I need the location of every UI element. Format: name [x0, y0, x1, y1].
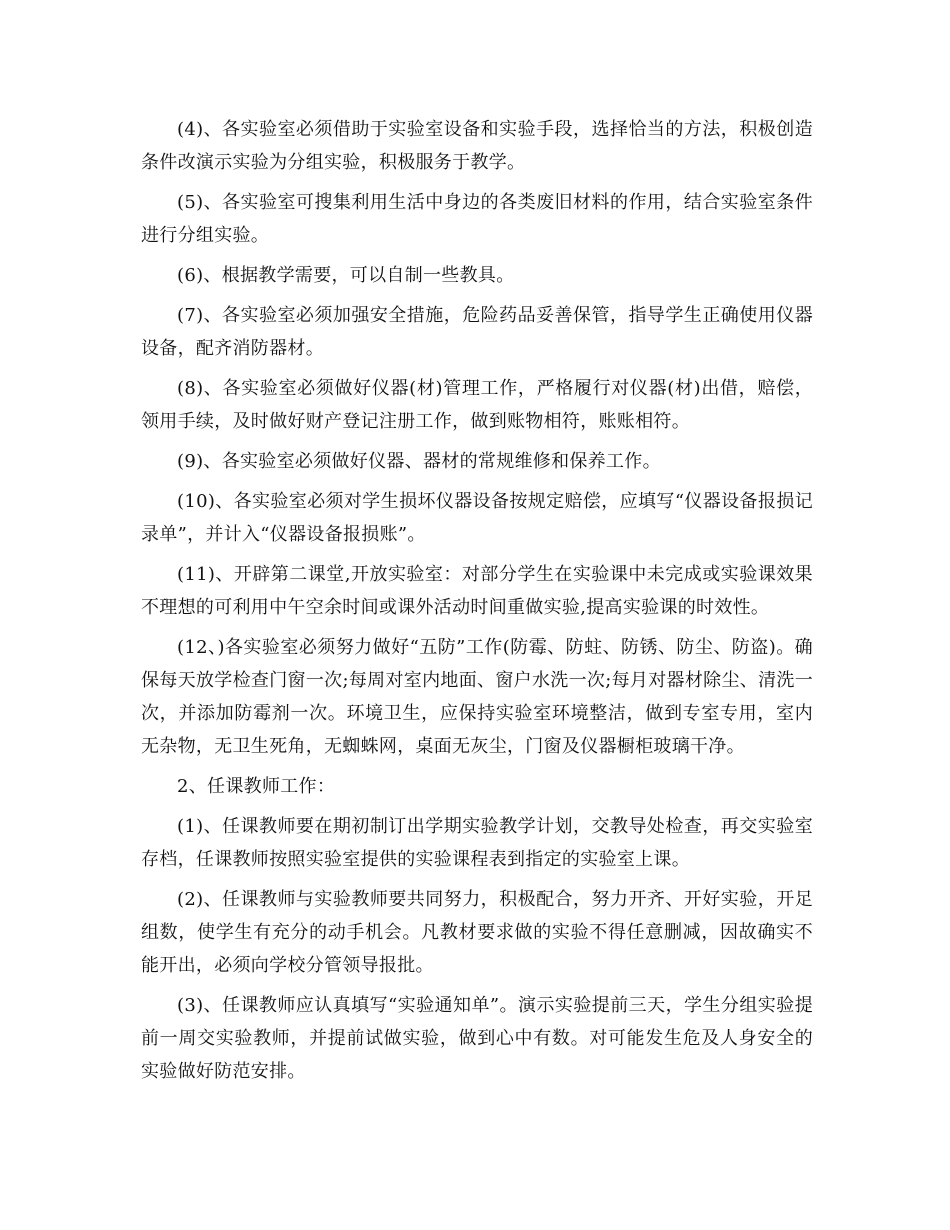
- paragraph-lab-item-5: (5)、各实验室可搜集利用生活中身边的各类废旧材料的作用，结合实验室条件进行分组实验。: [141, 192, 813, 246]
- paragraph-lab-item-10: (10)、各实验室必须对学生损坏仪器设备按规定赔偿，应填写“仪器设备报损记录单”，并计入“仪器设备报损账”。: [141, 491, 813, 545]
- section-heading-teacher-work: 2、任课教师工作：: [177, 776, 336, 797]
- paragraph-lab-item-6: (6)、根据教学需要，可以自制一些教具。: [177, 265, 515, 286]
- paragraph-lab-item-11: (11)、开辟第二课堂,开放实验室：对部分学生在实验课中未完成或实验课效果不理想的可利用中午空余时间或课外活动时间重做实验,提高实验课的时效性。: [141, 564, 813, 618]
- paragraph-lab-item-12: (12、)各实验室必须努力做好“五防”工作(防霉、防蛀、防锈、防尘、防盗)。确保每天放学检查门窗一次;每周对室内地面、窗户水洗一次;每月对器材除尘、清洗一次，并添加防霉剂一次。环境卫生，应保持实验室环境整洁，做到专室专用，室内无杂物，无卫生死角，无蜘蛛网，桌面无灰尘，门窗及仪器橱柜玻璃干净。: [141, 637, 813, 757]
- paragraph-teacher-item-2: (2)、任课教师与实验教师要共同努力，积极配合，努力开齐、开好实验，开足组数，使学生有充分的动手机会。凡教材要求做的实验不得任意删减，因故确实不能开出，必须向学校分管领导报批。: [141, 889, 813, 976]
- paragraph-teacher-item-3: (3)、任课教师应认真填写“实验通知单”。演示实验提前三天，学生分组实验提前一周交实验教师，并提前试做实验，做到心中有数。对可能发生危及人身安全的实验做好防范安排。: [141, 995, 813, 1082]
- paragraph-lab-item-8: (8)、各实验室必须做好仪器(材)管理工作，严格履行对仪器(材)出借，赔偿，领用手续，及时做好财产登记注册工作，做到账物相符，账账相符。: [141, 378, 813, 432]
- paragraph-lab-item-9: (9)、各实验室必须做好仪器、器材的常规维修和保养工作。: [177, 451, 661, 472]
- paragraph-lab-item-7: (7)、各实验室必须加强安全措施，危险药品妥善保管，指导学生正确使用仪器设备，配齐消防器材。: [141, 305, 813, 359]
- document-body: [141, 113, 813, 1095]
- paragraph-teacher-item-1: (1)、任课教师要在期初制订出学期实验教学计划，交教导处检查，再交实验室存档，任课教师按照实验室提供的实验课程表到指定的实验室上课。: [141, 816, 813, 870]
- paragraph-lab-item-4: (4)、各实验室必须借助于实验室设备和实验手段，选择恰当的方法，积极创造条件改演示实验为分组实验，积极服务于教学。: [141, 119, 813, 173]
